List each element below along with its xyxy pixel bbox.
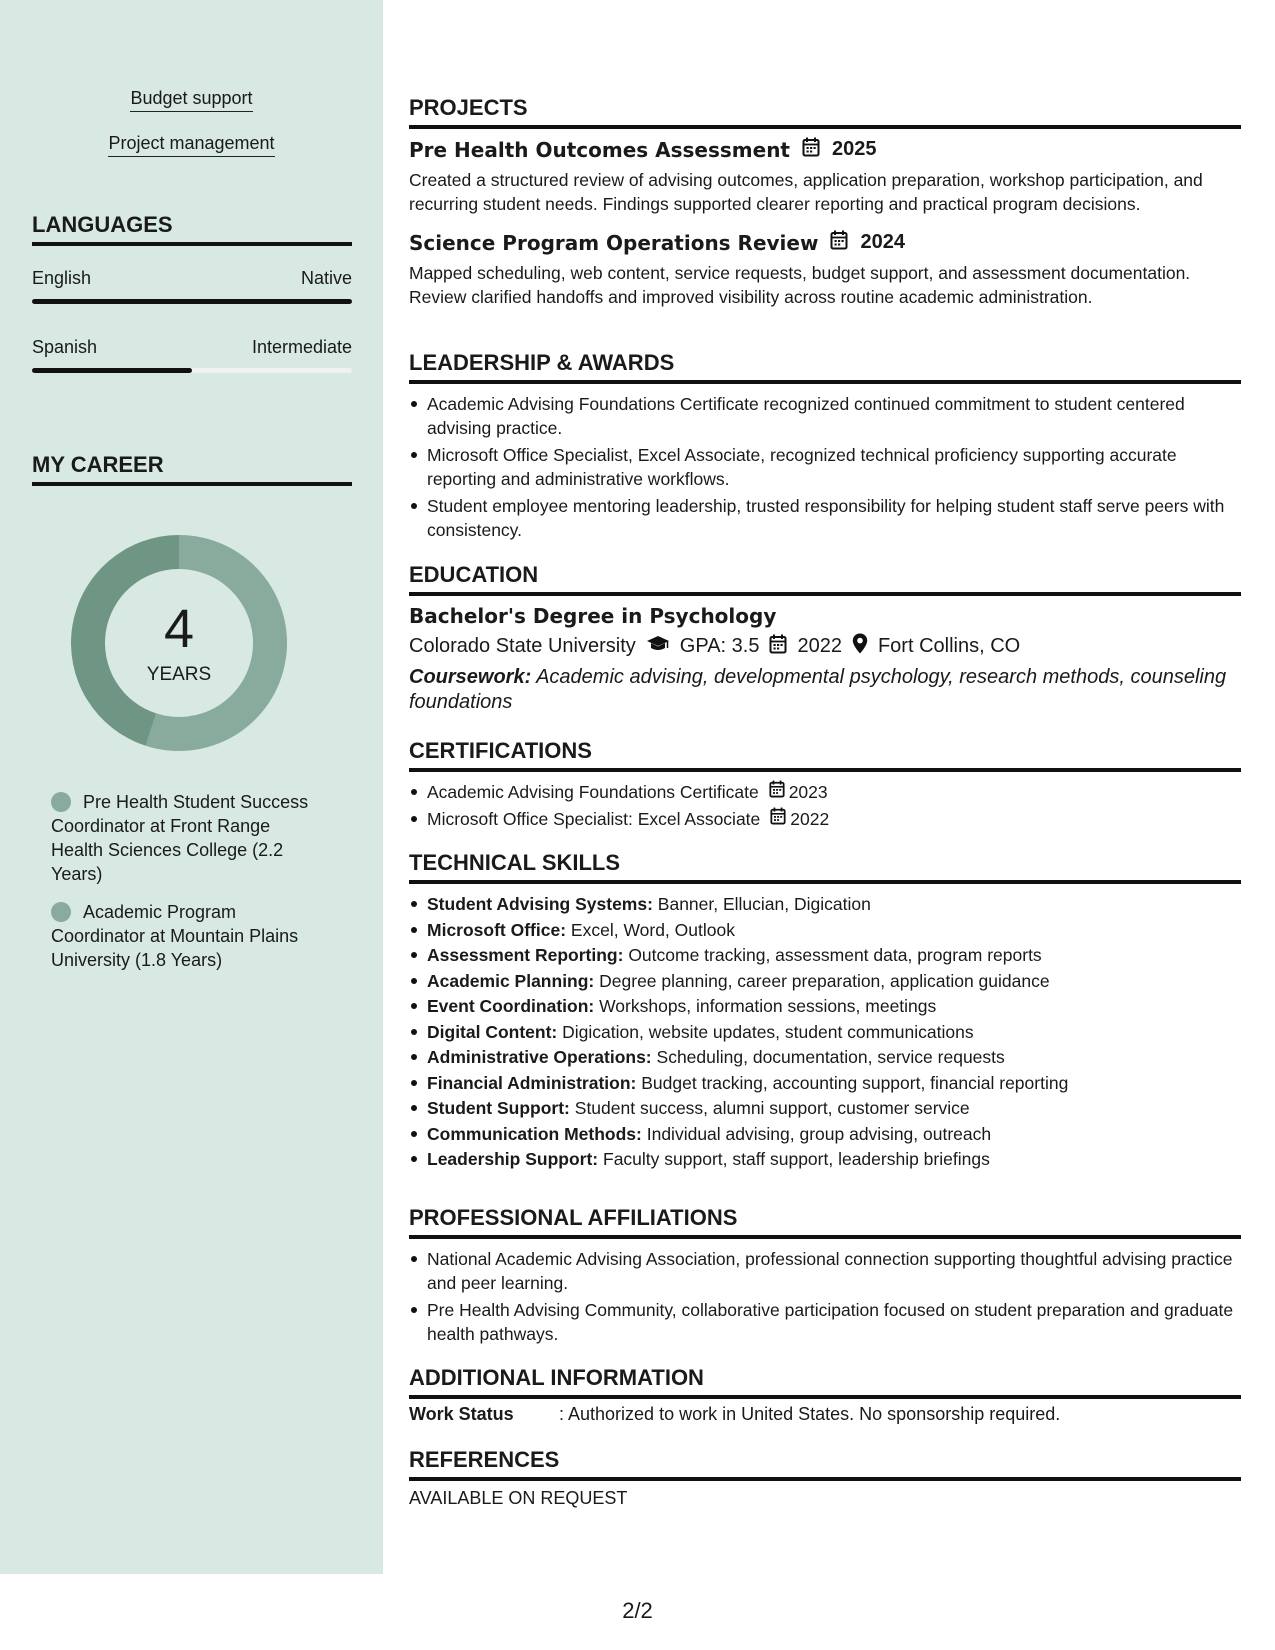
- calendar-icon: [802, 137, 820, 162]
- list-item: [409, 1122, 1241, 1146]
- coursework-text: Academic advising, developmental psychology, research methods, counseling foundations: [409, 666, 1227, 713]
- list-item: National Academic Advising Association, professional connection supporting thoughtful advising practice and peer learning.: [409, 1247, 1241, 1295]
- education-gpa: GPA: 3.5: [679, 635, 760, 657]
- calendar-icon: [769, 780, 785, 804]
- list-item: [409, 1147, 1241, 1171]
- skill-category-label: Academic Planning:: [427, 970, 595, 991]
- languages-heading: LANGUAGES: [32, 212, 352, 246]
- additional-info-heading: ADDITIONAL INFORMATION: [409, 1365, 1241, 1399]
- career-total-unit: YEARS: [146, 664, 212, 685]
- project-description: Mapped scheduling, web content, service requests, budget support, and assessment documentation. Review clarified handoffs and improved visibility across routine academic administration.: [409, 263, 1191, 307]
- skill-item: [0, 133, 383, 157]
- skill-category-value: Workshops, information sessions, meetings: [599, 996, 937, 1016]
- certifications-list: [409, 780, 1241, 831]
- language-row: [32, 268, 352, 289]
- language-proficiency-bar: [32, 368, 352, 373]
- career-item: [51, 790, 321, 886]
- skill-category-value: Faculty support, staff support, leadership briefings: [603, 1149, 990, 1169]
- page-number: 2/2: [622, 1598, 653, 1623]
- skill-category-value: Excel, Word, Outlook: [570, 919, 735, 940]
- affiliations-list: [409, 1247, 1241, 1346]
- additional-info-row: [409, 1404, 1060, 1425]
- project-name: Science Program Operations Review: [409, 230, 819, 255]
- language-level: Intermediate: [251, 337, 352, 357]
- leadership-list: [409, 392, 1241, 542]
- skill-category-value: Individual advising, group advising, outreach: [646, 1123, 992, 1144]
- language-level: Native: [300, 268, 352, 288]
- list-item: [409, 1096, 1241, 1120]
- project-name: Pre Health Outcomes Assessment: [409, 137, 790, 162]
- project-year: 2025: [832, 138, 877, 160]
- language-proficiency-bar: [32, 299, 352, 304]
- project-description: Created a structured review of advising outcomes, application preparation, workshop participation, and recurring student needs. Findings supported clearer reporting and practical program decisions.: [409, 170, 1203, 214]
- skill-category-label: Communication Methods:: [427, 1123, 642, 1144]
- list-item: [409, 943, 1241, 967]
- language-name: English: [32, 268, 92, 288]
- skill-category-label: Event Coordination:: [427, 996, 595, 1016]
- skill-category-label: Student Support:: [427, 1098, 570, 1118]
- skill-category-label: Student Advising Systems:: [427, 894, 653, 914]
- list-item: Pre Health Advising Community, collaborative participation focused on student preparation and graduate health pathways.: [409, 1298, 1241, 1346]
- skill-category-value: Outcome tracking, assessment data, program reports: [628, 945, 1042, 965]
- calendar-icon: [830, 230, 848, 255]
- education-degree: Bachelor's Degree in Psychology: [409, 604, 777, 628]
- language-proficiency-fill: [32, 299, 352, 304]
- career-legend-dot: [51, 902, 71, 922]
- education-coursework: [409, 665, 1241, 715]
- career-item-text: Pre Health Student Success Coordinator at Front Range Health Sciences College (2.2 Years): [51, 792, 309, 884]
- education-school: Colorado State University: [409, 635, 636, 657]
- calendar-icon: [770, 807, 786, 831]
- list-item: [409, 1071, 1241, 1095]
- career-total-years: 4: [163, 599, 195, 659]
- skill-item: [0, 88, 383, 112]
- language-row: [32, 337, 352, 358]
- skill-category-value: Budget tracking, accounting support, financial reporting: [641, 1072, 1069, 1093]
- skill-label: Budget support: [130, 88, 252, 112]
- skill-label: Project management: [108, 133, 274, 157]
- certification-year: 2023: [788, 782, 828, 802]
- list-item: [409, 1020, 1241, 1044]
- technical-skills-list: [409, 892, 1241, 1173]
- leadership-heading: LEADERSHIP & AWARDS: [409, 350, 1241, 384]
- graduation-cap-icon: [646, 635, 670, 659]
- sidebar: [0, 0, 383, 1574]
- list-item: [409, 1045, 1241, 1069]
- certification-year-group: [770, 807, 829, 831]
- projects-heading: PROJECTS: [409, 95, 1241, 129]
- skill-category-label: Microsoft Office:: [427, 919, 567, 940]
- certification-name: Academic Advising Foundations Certificate: [427, 782, 759, 802]
- skill-category-label: Administrative Operations:: [427, 1047, 652, 1067]
- education-heading: EDUCATION: [409, 562, 1241, 596]
- skill-category-label: Financial Administration:: [427, 1072, 637, 1093]
- project-year: 2024: [860, 231, 905, 253]
- additional-info-key: Work Status: [409, 1404, 514, 1424]
- career-item-text: Academic Program Coordinator at Mountain Plains University (1.8 Years): [51, 902, 299, 970]
- list-item: Microsoft Office Specialist, Excel Associate, recognized technical proficiency supporting accurate reporting and administrative workflows.: [409, 443, 1241, 491]
- certification-name: Microsoft Office Specialist: Excel Associate: [427, 809, 761, 829]
- skill-category-value: Scheduling, documentation, service requests: [656, 1047, 1005, 1067]
- references-text: AVAILABLE ON REQUEST: [409, 1488, 628, 1508]
- list-item: Academic Advising Foundations Certificate recognized continued commitment to student centered advising practice.: [409, 392, 1241, 440]
- skill-category-label: Leadership Support:: [427, 1149, 599, 1169]
- skill-category-value: Banner, Ellucian, Digication: [657, 894, 871, 914]
- career-donut-chart: [66, 530, 292, 756]
- list-item: [409, 780, 1241, 804]
- affiliations-heading: PROFESSIONAL AFFILIATIONS: [409, 1205, 1241, 1239]
- references-heading: REFERENCES: [409, 1447, 1241, 1481]
- skill-category-value: Digication, website updates, student communications: [562, 1021, 974, 1042]
- calendar-icon: [769, 634, 787, 660]
- list-item: [409, 892, 1241, 916]
- list-item: [409, 994, 1241, 1018]
- skill-category-label: Assessment Reporting:: [427, 945, 624, 965]
- language-name: Spanish: [32, 337, 98, 357]
- list-item: [409, 969, 1241, 993]
- additional-info-value: : Authorized to work in United States. No sponsorship required.: [559, 1404, 1061, 1424]
- certifications-heading: CERTIFICATIONS: [409, 738, 1241, 772]
- career-item: [51, 900, 321, 972]
- list-item: [409, 918, 1241, 942]
- list-item: Student employee mentoring leadership, trusted responsibility for helping student staff serve peers with consistency.: [409, 494, 1241, 542]
- education-location: Fort Collins, CO: [877, 635, 1021, 657]
- skill-category-value: Degree planning, career preparation, application guidance: [599, 970, 1050, 991]
- map-pin-icon: [852, 633, 868, 660]
- skill-category-label: Digital Content:: [427, 1021, 558, 1042]
- coursework-label: Coursework:: [409, 666, 532, 688]
- certification-year-group: [769, 780, 828, 804]
- technical-skills-heading: TECHNICAL SKILLS: [409, 850, 1241, 884]
- skill-category-value: Student success, alumni support, customer service: [574, 1098, 970, 1118]
- education-details: [409, 633, 1020, 660]
- career-legend-dot: [51, 792, 71, 812]
- language-proficiency-fill: [32, 368, 192, 373]
- list-item: [409, 807, 1241, 831]
- project-title: [409, 137, 877, 162]
- project-title: [409, 230, 905, 255]
- certification-year: 2022: [790, 809, 830, 829]
- education-year: 2022: [797, 635, 842, 657]
- career-heading: MY CAREER: [32, 452, 352, 486]
